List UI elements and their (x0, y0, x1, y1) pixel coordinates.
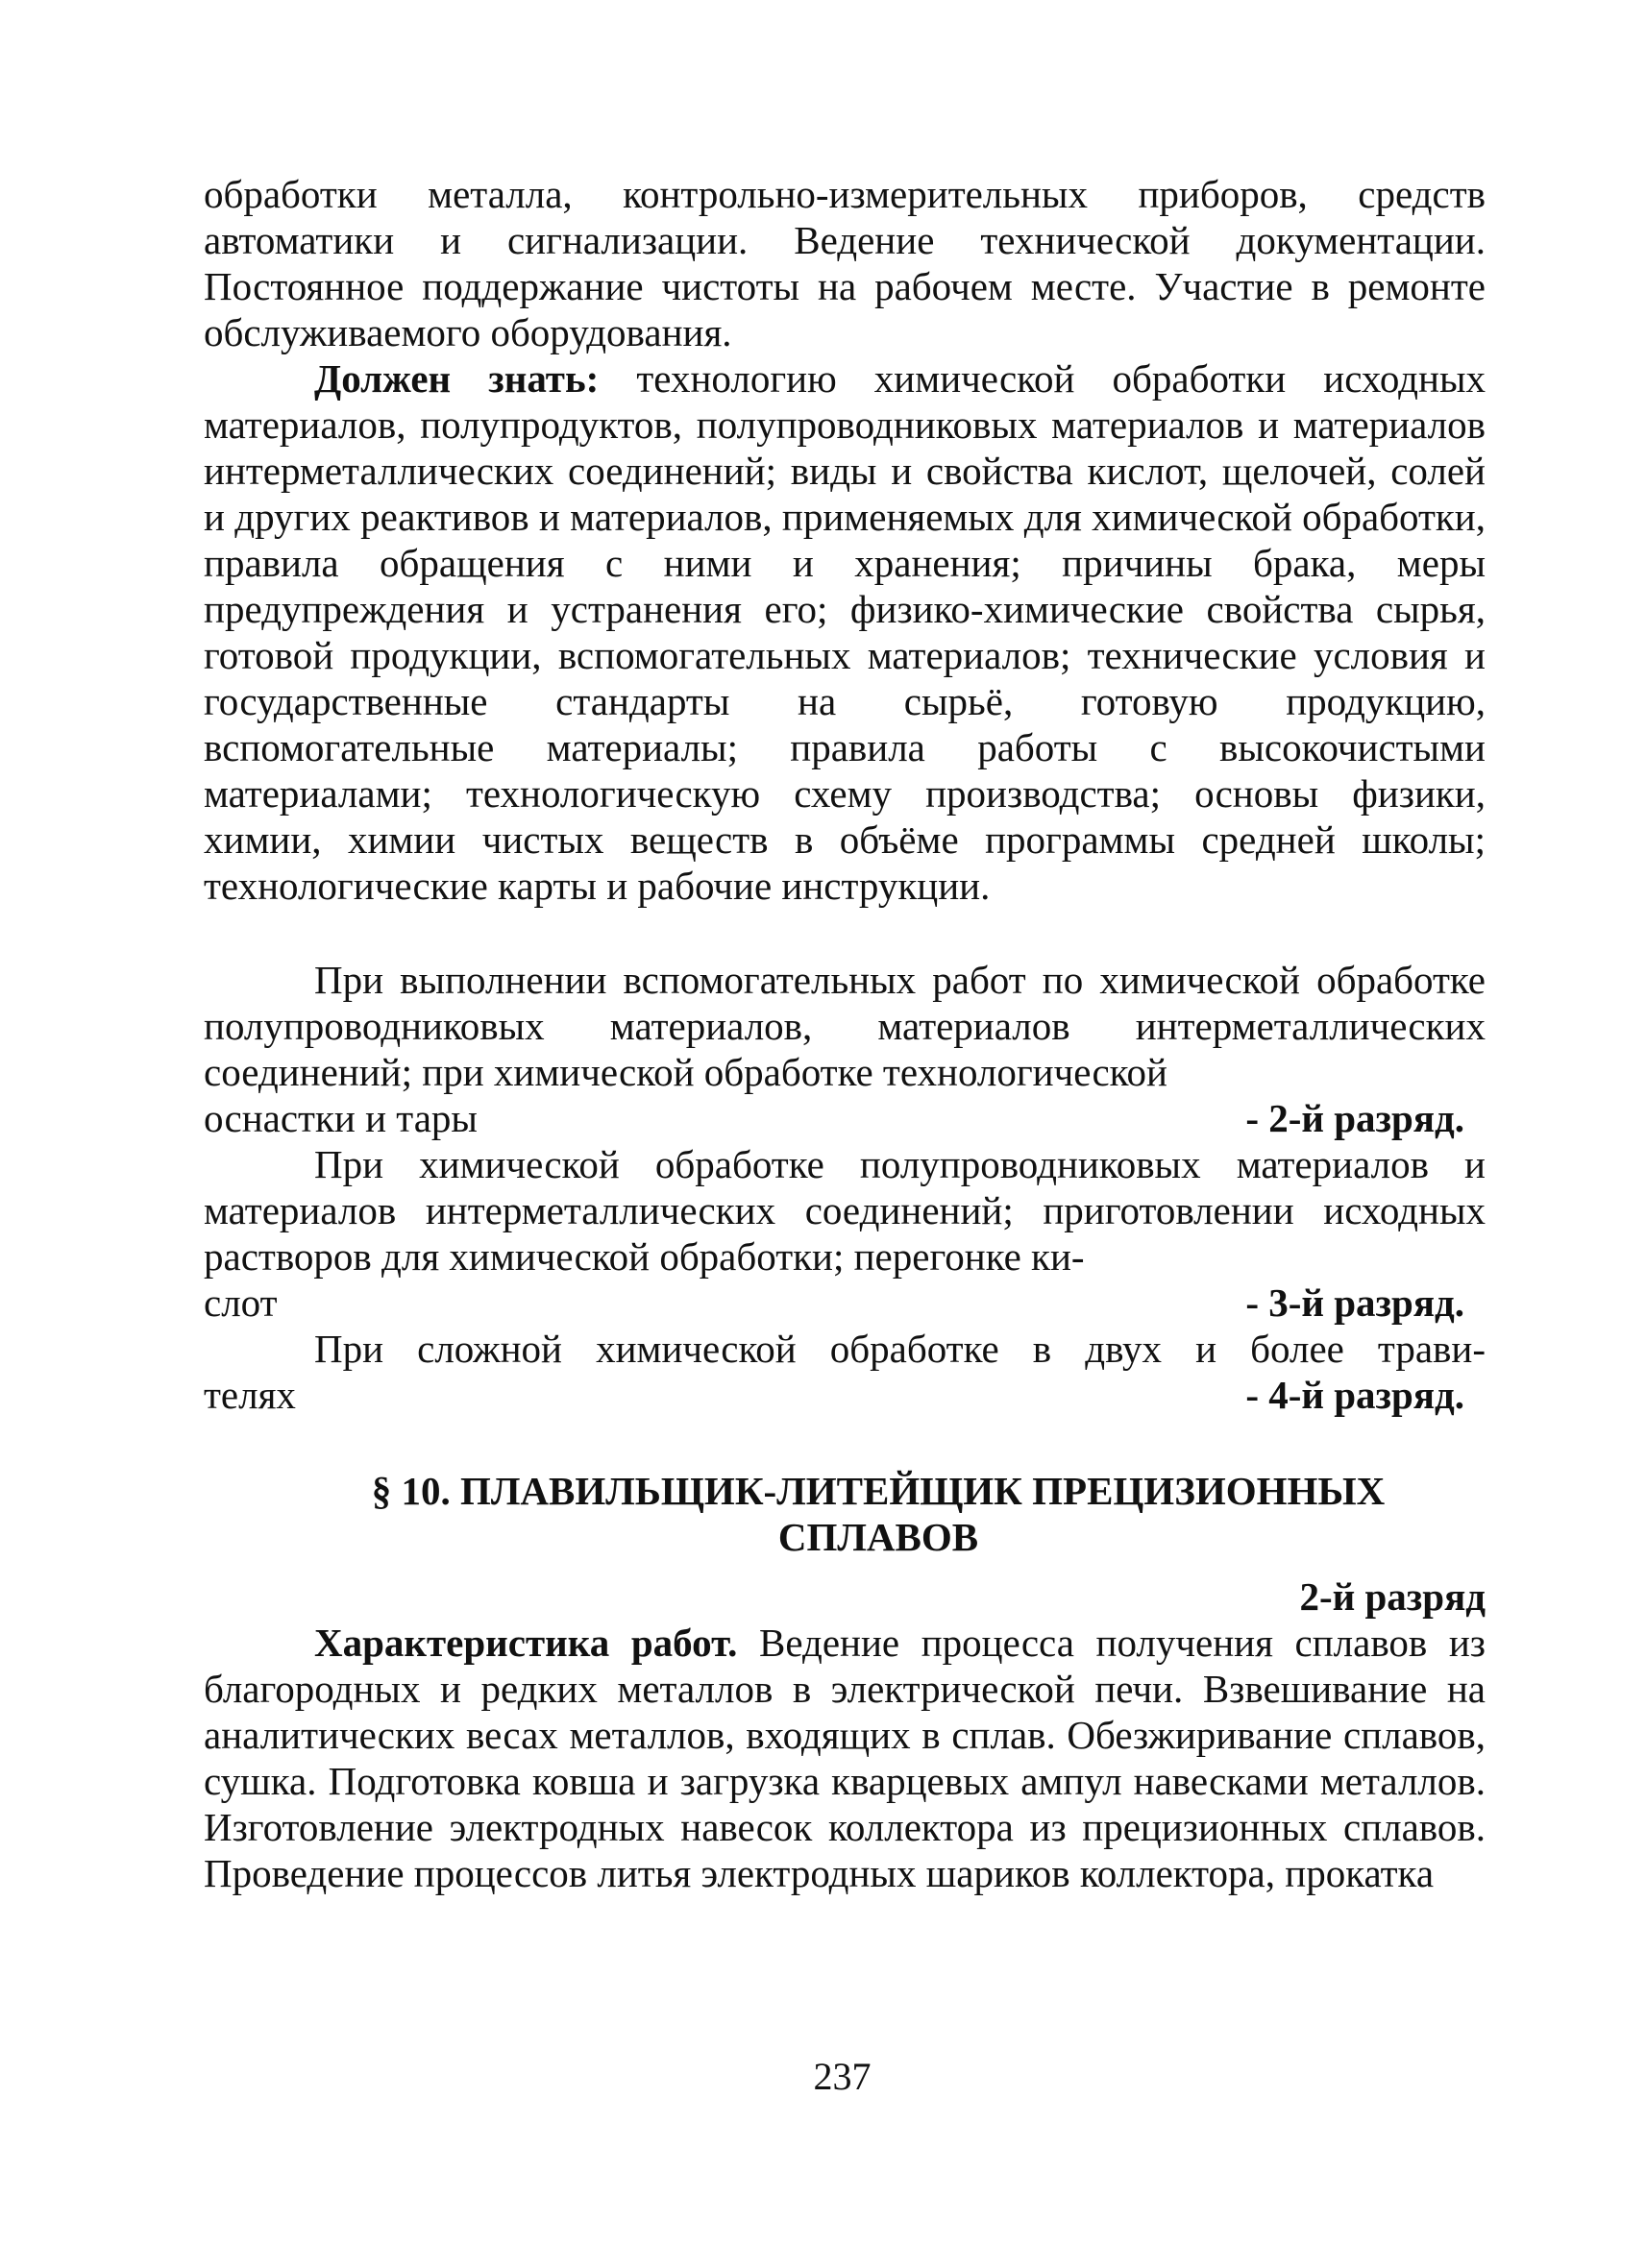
grade-label: - 3-й разряд. (1245, 1280, 1464, 1325)
grade-text: При химической обработке полупроводниковых материалов и материалов интерметаллических соединений; приготовлении исходных растворов для химической обработки; перегонке ки- (204, 1142, 1486, 1279)
must-know-label: Должен знать: (314, 356, 600, 401)
grades-block (204, 957, 1486, 1418)
grade-text: При сложной химической обработке в двух и более трави- (314, 1327, 1486, 1371)
section-title-line2: СПЛАВОВ (777, 1515, 979, 1559)
grade-item (204, 1326, 1486, 1418)
grade-text-tail: оснастки и тары (204, 1096, 478, 1140)
characteristic-label: Характеристика работ. (314, 1621, 738, 1665)
intro-paragraph: обработки металла, контрольно-измерительных приборов, средств автоматики и сигнализации. Ведение технической документации. Постоянное поддержание чистоты на рабочем месте. Участие в ремонте обслуживаемого оборудования. (204, 172, 1486, 354)
characteristic-text: Ведение процесса получения сплавов из благородных и редких металлов в электрической печи. Взвешивание на аналитических весах металлов, входящих в сплав. Обезжиривание сплавов, сушка. Подготовка ковша и загрузка кварцевых ампул навесками металлов. Изготовление электродных навесок коллектора из прецизионных сплавов. Проведение процессов литья электродных шариков коллектора, прокатка (204, 1621, 1486, 1895)
section-title (204, 1468, 1486, 1560)
grade-heading: 2-й разряд (1299, 1574, 1486, 1619)
grade-text: При выполнении вспомогательных работ по химической обработке полупроводниковых материалов, материалов интерметаллических соединений; при химической обработке технологической (204, 958, 1486, 1094)
section-title-line1: § 10. ПЛАВИЛЬЩИК-ЛИТЕЙЩИК ПРЕЦИЗИОННЫХ (371, 1469, 1386, 1513)
characteristic-paragraph (204, 1620, 1486, 1896)
grade-text-tail: телях (204, 1373, 296, 1417)
grade-text-tail: слот (204, 1280, 278, 1325)
must-know-paragraph (204, 355, 1486, 909)
grade-item (204, 957, 1486, 1141)
grade-label: - 2-й разряд. (1245, 1096, 1464, 1140)
grade-item (204, 1141, 1486, 1326)
grade-label: - 4-й разряд. (1245, 1373, 1464, 1417)
document-page (204, 171, 1486, 1896)
page-number: 237 (813, 2055, 872, 2098)
must-know-text: технологию химической обработки исходных материалов, полупродуктов, полупроводниковых материалов и материалов интерметаллических соединений; виды и свойства кислот, щелочей, солей и других реактивов и материалов, применяемых для химической обработки, правила обращения с ними и хранения; причины брака, меры предупреждения и устранения его; физико-химические свойства сырья, готовой продукции, вспомогательных материалов; технические условия и государственные стандарты на сырьё, готовую продукцию, вспомогательные материалы; правила работы с высокочистыми материалами; технологическую схему производства; основы физики, химии, химии чистых веществ в объёме программы средней школы; технологические карты и рабочие инструкции. (204, 356, 1486, 908)
